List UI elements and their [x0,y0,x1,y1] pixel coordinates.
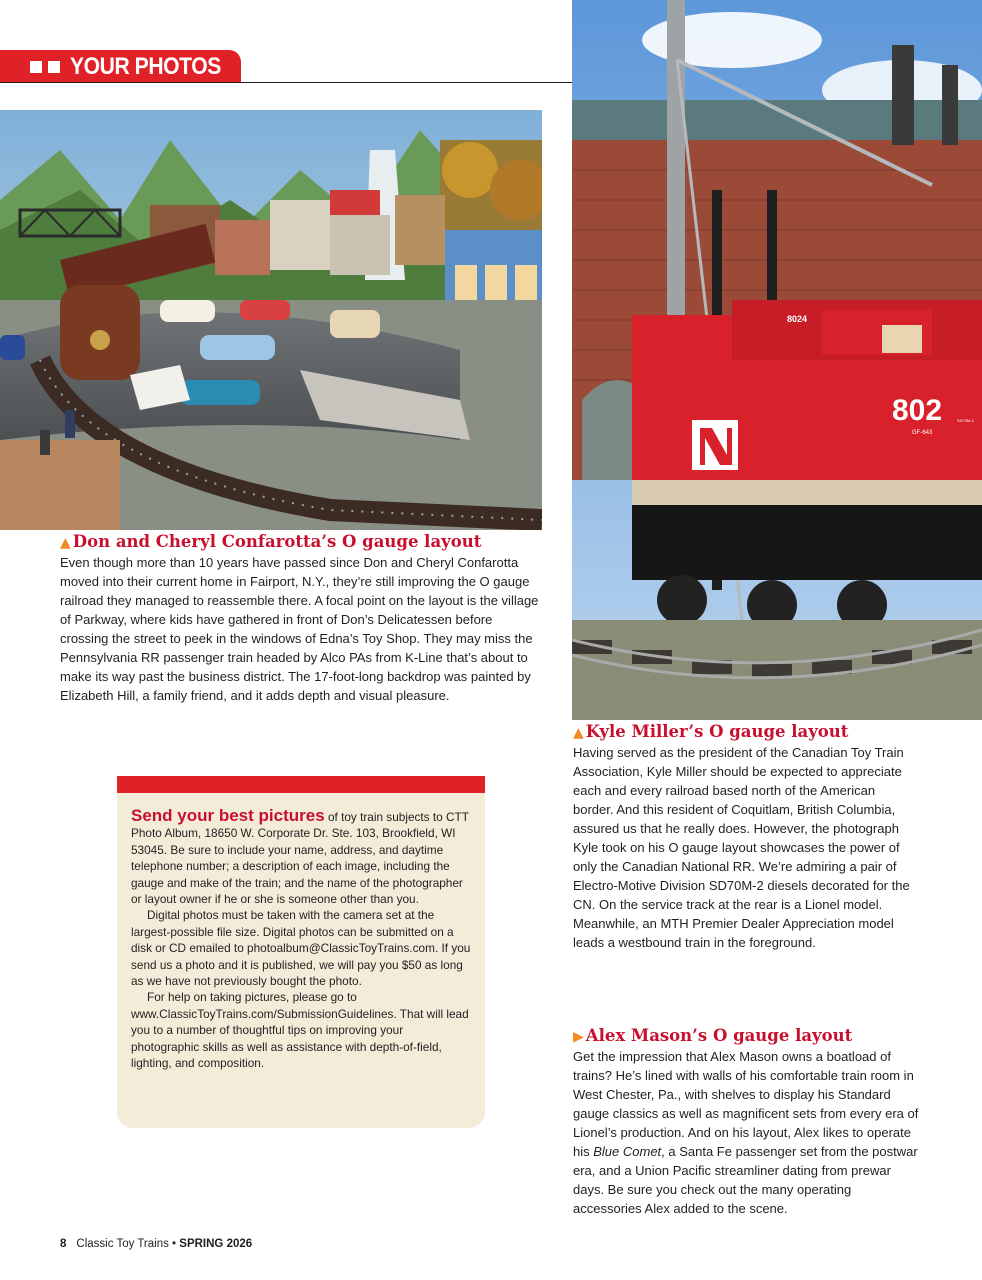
caption-title-mason [573,1026,852,1045]
page-number: 8 [60,1238,67,1250]
caption-title-text: Don and Cheryl Confarotta’s O gauge layout [72,532,482,551]
loco-roof-number: 8024 [787,314,808,324]
layout-photo-locomotive [572,0,982,720]
sidebar-p2: Digital photos must be taken with the camera set at the largest-possible file size. Digital photos can be submitted on a disk or CD emailed to photoalbum@ClassicToyTrains.com. If you send us a photo and it is published, we will pay you $50 as long as we have not previously bought the photo. [131,908,471,989]
submission-sidebar [117,776,485,1128]
layout-photo-village [0,110,542,530]
sidebar-lead: Send your best pictures [131,806,325,825]
section-label: YOUR PHOTOS [69,52,221,80]
sidebar-p1: of toy train subjects to CTT Photo Album, 18650 W. Corporate Dr. Ste. 103, Brookfield, WI 53045. Be sure to include your name, address, and daytime telephone number; a description of each image, including the gauge and make of the train; and the name of the photographer or layout owner if he or she is someone other than you. [131,810,469,907]
up-triangle-icon: ▲ [573,725,584,741]
caption-body-text: , a Santa Fe passenger set from the postwar era, and a Union Pacific streamliner dating from prewar days. Be sure you check out the many operating accessories Alex added to the scene. [573,1144,918,1216]
up-triangle-icon: ▲ [60,535,71,551]
caption-body-text: Get the impression that Alex Mason owns a boatload of trains? He’s lined with walls of his comfortable train room in West Chester, Pa., with shelves to display his Standard gauge classics as well as magnificent sets from every era of Lionel’s production. And on his layout, Alex likes to operate his [573,1049,919,1159]
sidebar-text [131,808,471,1072]
caption-body-mason [573,1047,923,1218]
caption-title-confarotta [60,532,481,551]
caption-title-text: Kyle Miller’s O gauge layout [585,722,849,741]
square-bullet-icon [30,61,42,73]
sidebar-accent-bar [117,776,485,793]
issue-label: SPRING 2026 [179,1238,253,1250]
header-rule [0,82,572,83]
square-bullet-icon [48,61,60,73]
loco-side-text: GF-643 [912,430,933,436]
caption-title-text: Alex Mason’s O gauge layout [585,1026,853,1045]
magazine-name: Classic Toy Trains • [76,1238,180,1250]
right-triangle-icon: ▶ [573,1029,584,1045]
page-footer [60,1238,252,1250]
loco-cab-number: 802 [892,394,943,427]
train-name-italic: Blue Comet [593,1144,662,1159]
sidebar-paragraph [131,808,471,907]
section-banner [0,50,241,83]
caption-body-confarotta: Even though more than 10 years have passed since Don and Cheryl Confarotta moved into their current home in Fairport, N.Y., they’re still improving the O gauge railroad they managed to reassemble there. A focal point on the layout is the village of Parkway, where kids have gathered in front of Don’s Delicatessen before crossing the street to peek in the windows of Edna’s Toy Shop. They may miss the Pennsylvania RR passenger train headed by Alco PAs from K-Line that’s about to make its way past the business district. The 17-foot-long backdrop was painted by Elizabeth Hill, a family friend, and it adds depth and visual pleasure. [60,555,539,703]
sidebar-p3: For help on taking pictures, please go to www.ClassicToyTrains.com/SubmissionGuidelines. That will lead you to a number of thoughtful tips on improving your photographic skills as well as assistance with depth-of-field, lighting, and composition. [131,990,469,1071]
caption-body-miller: Having served as the president of the Canadian Toy Train Association, Kyle Miller should be expected to appreciate each and every railroad based north of the American border. And this resident of Coquitlam, British Columbia, assured us that he really does. However, the photograph Kyle took on his O gauge layout showcases the power of only the Canadian National RR. We’re admiring a pair of Electro-Motive Division SD70M-2 diesels decorated for the CN. On the service track at the rear is a Lionel model. Meanwhile, an MTH Premier Dealer Appreciation model leads a westbound train in the foreground. [573,745,910,950]
loco-small-text: SD70M-2 [957,418,974,423]
caption-title-miller [573,722,848,741]
